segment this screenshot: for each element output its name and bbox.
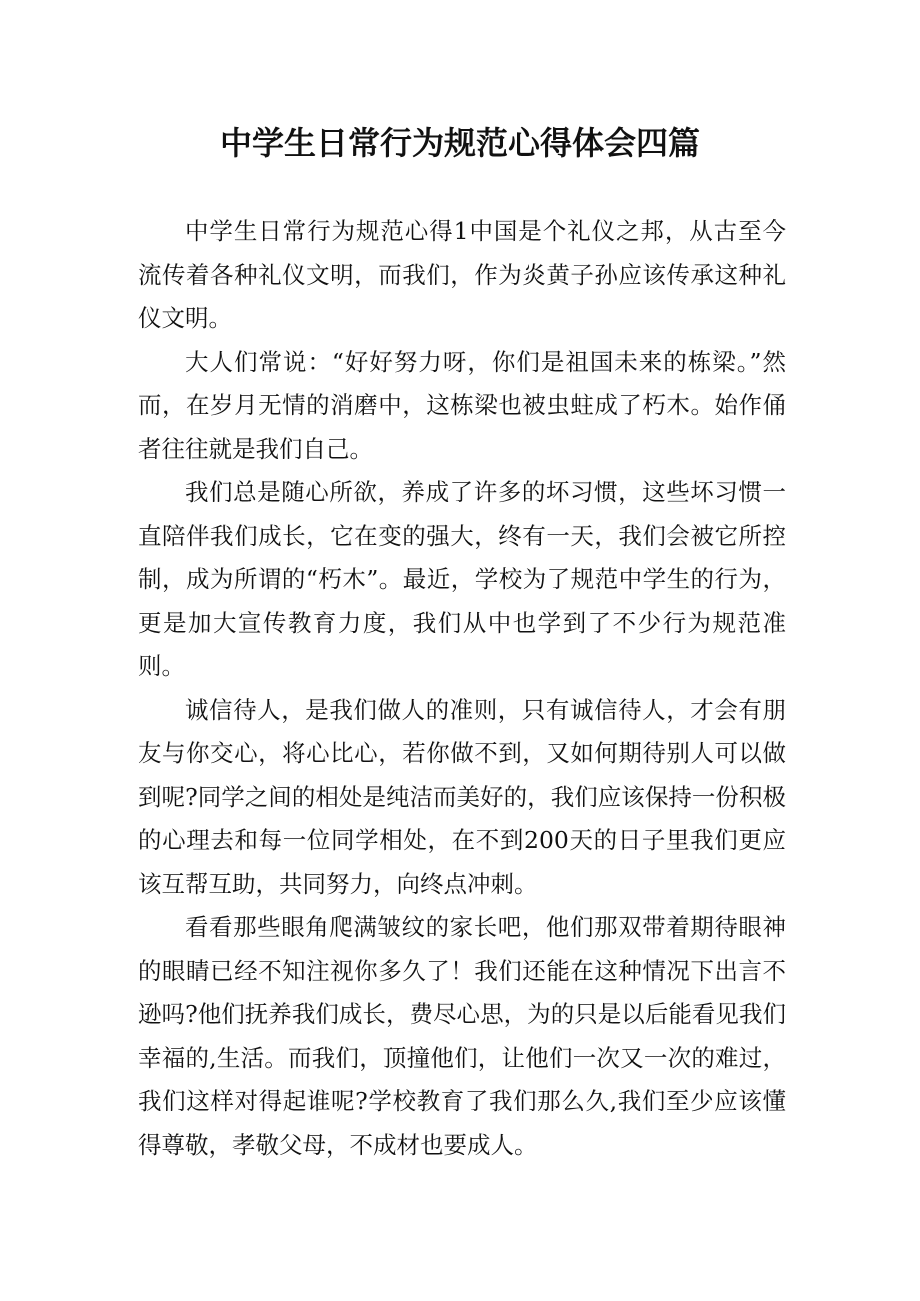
paragraph-5: 看看那些眼角爬满皱纹的家长吧，他们那双带着期待眼神的眼睛已经不知注视你多久了！我们还能在这种情况下出言不逊吗?他们抚养我们成长，费尽心思，为的只是以后能看见我们幸福的,生活。而我们，顶撞他们，让他们一次又一次的难过，我们这样对得起谁呢?学校教育了我们那么久,我们至少应该懂得尊敬，孝敬父母，不成材也要成人。 (138, 913, 786, 1159)
paragraph-3: 我们总是随心所欲，养成了许多的坏习惯，这些坏习惯一直陪伴我们成长，它在变的强大，终有一天，我们会被它所控制，成为所谓的“朽木”。最近，学校为了规范中学生的行为，更是加大宣传教育力度，我们从中也学到了不少行为规范准则。 (138, 478, 786, 680)
paragraph-4: 诚信待人，是我们做人的准则，只有诚信待人，才会有朋友与你交心，将心比心，若你做不到，又如何期待别人可以做到呢?同学之间的相处是纯洁而美好的，我们应该保持一份积极的心理去和每一位同学相处，在不到200天的日子里我们更应该互帮互助，共同努力，向终点冲刺。 (138, 695, 786, 898)
document-body (138, 210, 786, 1167)
paragraph-2: 大人们常说：“好好努力呀，你们是祖国未来的栋梁。”然而，在岁月无情的消磨中，这栋梁也被虫蛀成了朽木。始作俑者往往就是我们自己。 (138, 347, 786, 463)
paragraph-1: 中学生日常行为规范心得1中国是个礼仪之邦，从古至今流传着各种礼仪文明，而我们，作为炎黄子孙应该传承这种礼仪文明。 (138, 217, 786, 332)
document-title: 中学生日常行为规范心得体会四篇 (219, 124, 700, 162)
